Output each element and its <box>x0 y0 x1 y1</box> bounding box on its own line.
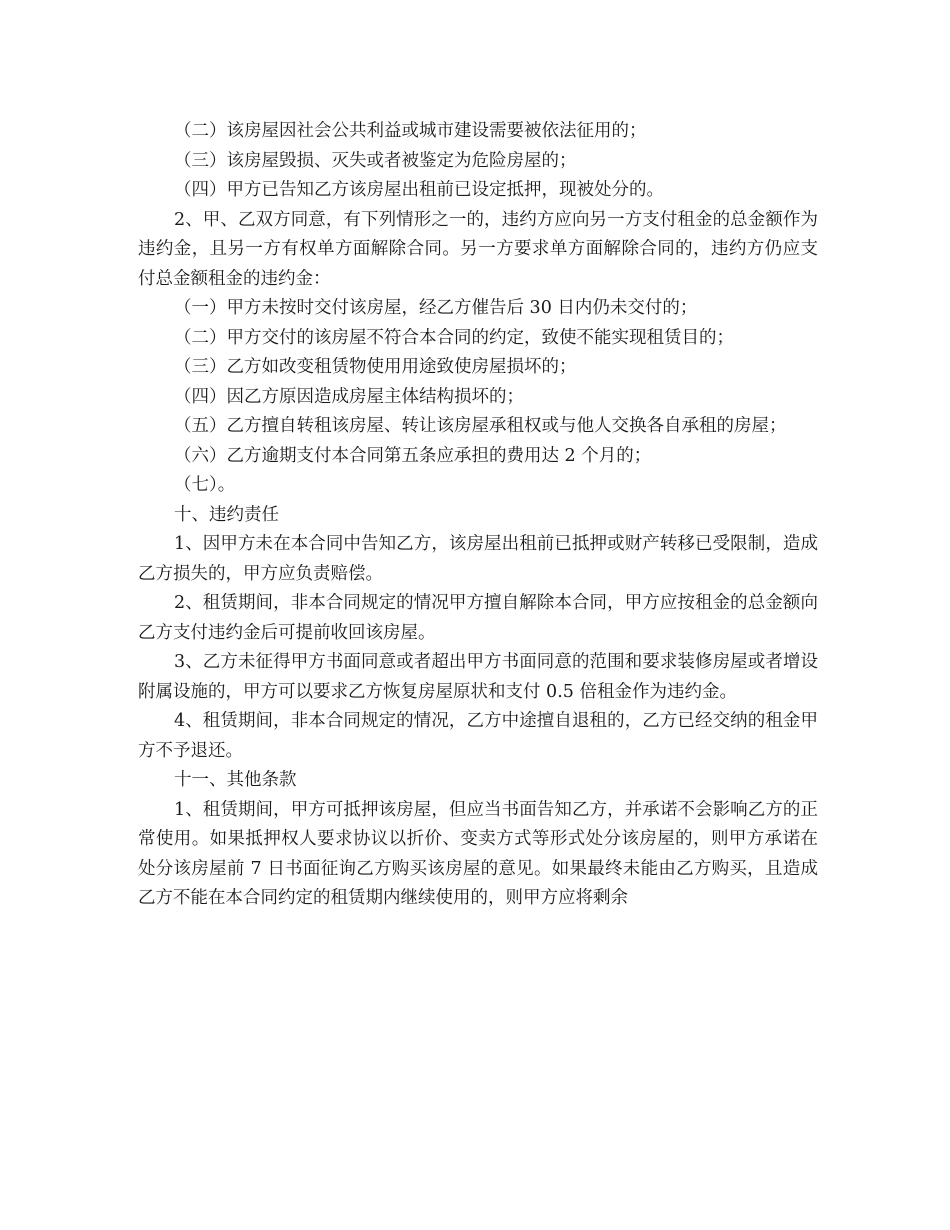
clause-paragraph: 1、因甲方未在本合同中告知乙方，该房屋出租前已抵押或财产转移已受限制，造成乙方损失的，甲方应负责赔偿。 <box>138 534 818 584</box>
clause-paragraph: 4、租赁期间，非本合同规定的情况，乙方中途擅自退租的，乙方已经交纳的租金甲方不予退还。 <box>138 711 818 761</box>
clause-paragraph: 1、租赁期间，甲方可抵押该房屋，但应当书面告知乙方，并承诺不会影响乙方的正常使用。如果抵押权人要求协议以折价、变卖方式等形式处分该房屋的，则甲方承诺在处分该房屋前 7 日书面征询乙方购买该房屋的意见。如果最终未能由乙方购买，且造成乙方不能在本合同约定的租赁期内继续使用的，则甲方应将剩余 <box>138 799 818 908</box>
clause-item: （四）甲方已告知乙方该房屋出租前已设定抵押，现被处分的。 <box>174 180 664 200</box>
section-heading: 十一、其他条款 <box>174 770 297 790</box>
clause-item: （三）该房屋毁损、灭失或者被鉴定为危险房屋的； <box>174 150 577 171</box>
clause-item: （七）。 <box>174 475 236 495</box>
section-heading: 十、违约责任 <box>174 504 279 525</box>
clause-item: （六）乙方逾期支付本合同第五条应承担的费用达 2 个月的； <box>174 445 652 466</box>
clause-item: （四）因乙方原因造成房屋主体结构损坏的； <box>174 386 524 407</box>
clause-item: （一）甲方未按时交付该房屋，经乙方催告后 30 日内仍未交付的； <box>174 298 698 318</box>
clause-paragraph: 2、租赁期间，非本合同规定的情况甲方擅自解除本合同，甲方应按租金的总金额向乙方支付违约金后可提前收回该房屋。 <box>138 593 818 643</box>
clause-paragraph: 2、甲、乙双方同意，有下列情形之一的，违约方应向另一方支付租金的总金额作为违约金，且另一方有权单方面解除合同。另一方要求单方面解除合同的，违约方仍应支付总金额租金的违约金： <box>138 209 818 289</box>
clause-paragraph: 3、乙方未征得甲方书面同意或者超出甲方书面同意的范围和要求装修房屋或者增设附属设施的，甲方可以要求乙方恢复房屋原状和支付 0.5 倍租金作为违约金。 <box>138 652 818 702</box>
clause-item: （二）该房屋因社会公共利益或城市建设需要被依法征用的； <box>174 121 647 141</box>
document-body <box>138 117 818 914</box>
clause-item: （五）乙方擅自转租该房屋、转让该房屋承租权或与他人交换各自承租的房屋； <box>174 416 787 436</box>
clause-item: （二）甲方交付的该房屋不符合本合同的约定，致使不能实现租赁目的； <box>174 327 734 348</box>
clause-item: （三）乙方如改变租赁物使用用途致使房屋损坏的； <box>174 357 577 377</box>
